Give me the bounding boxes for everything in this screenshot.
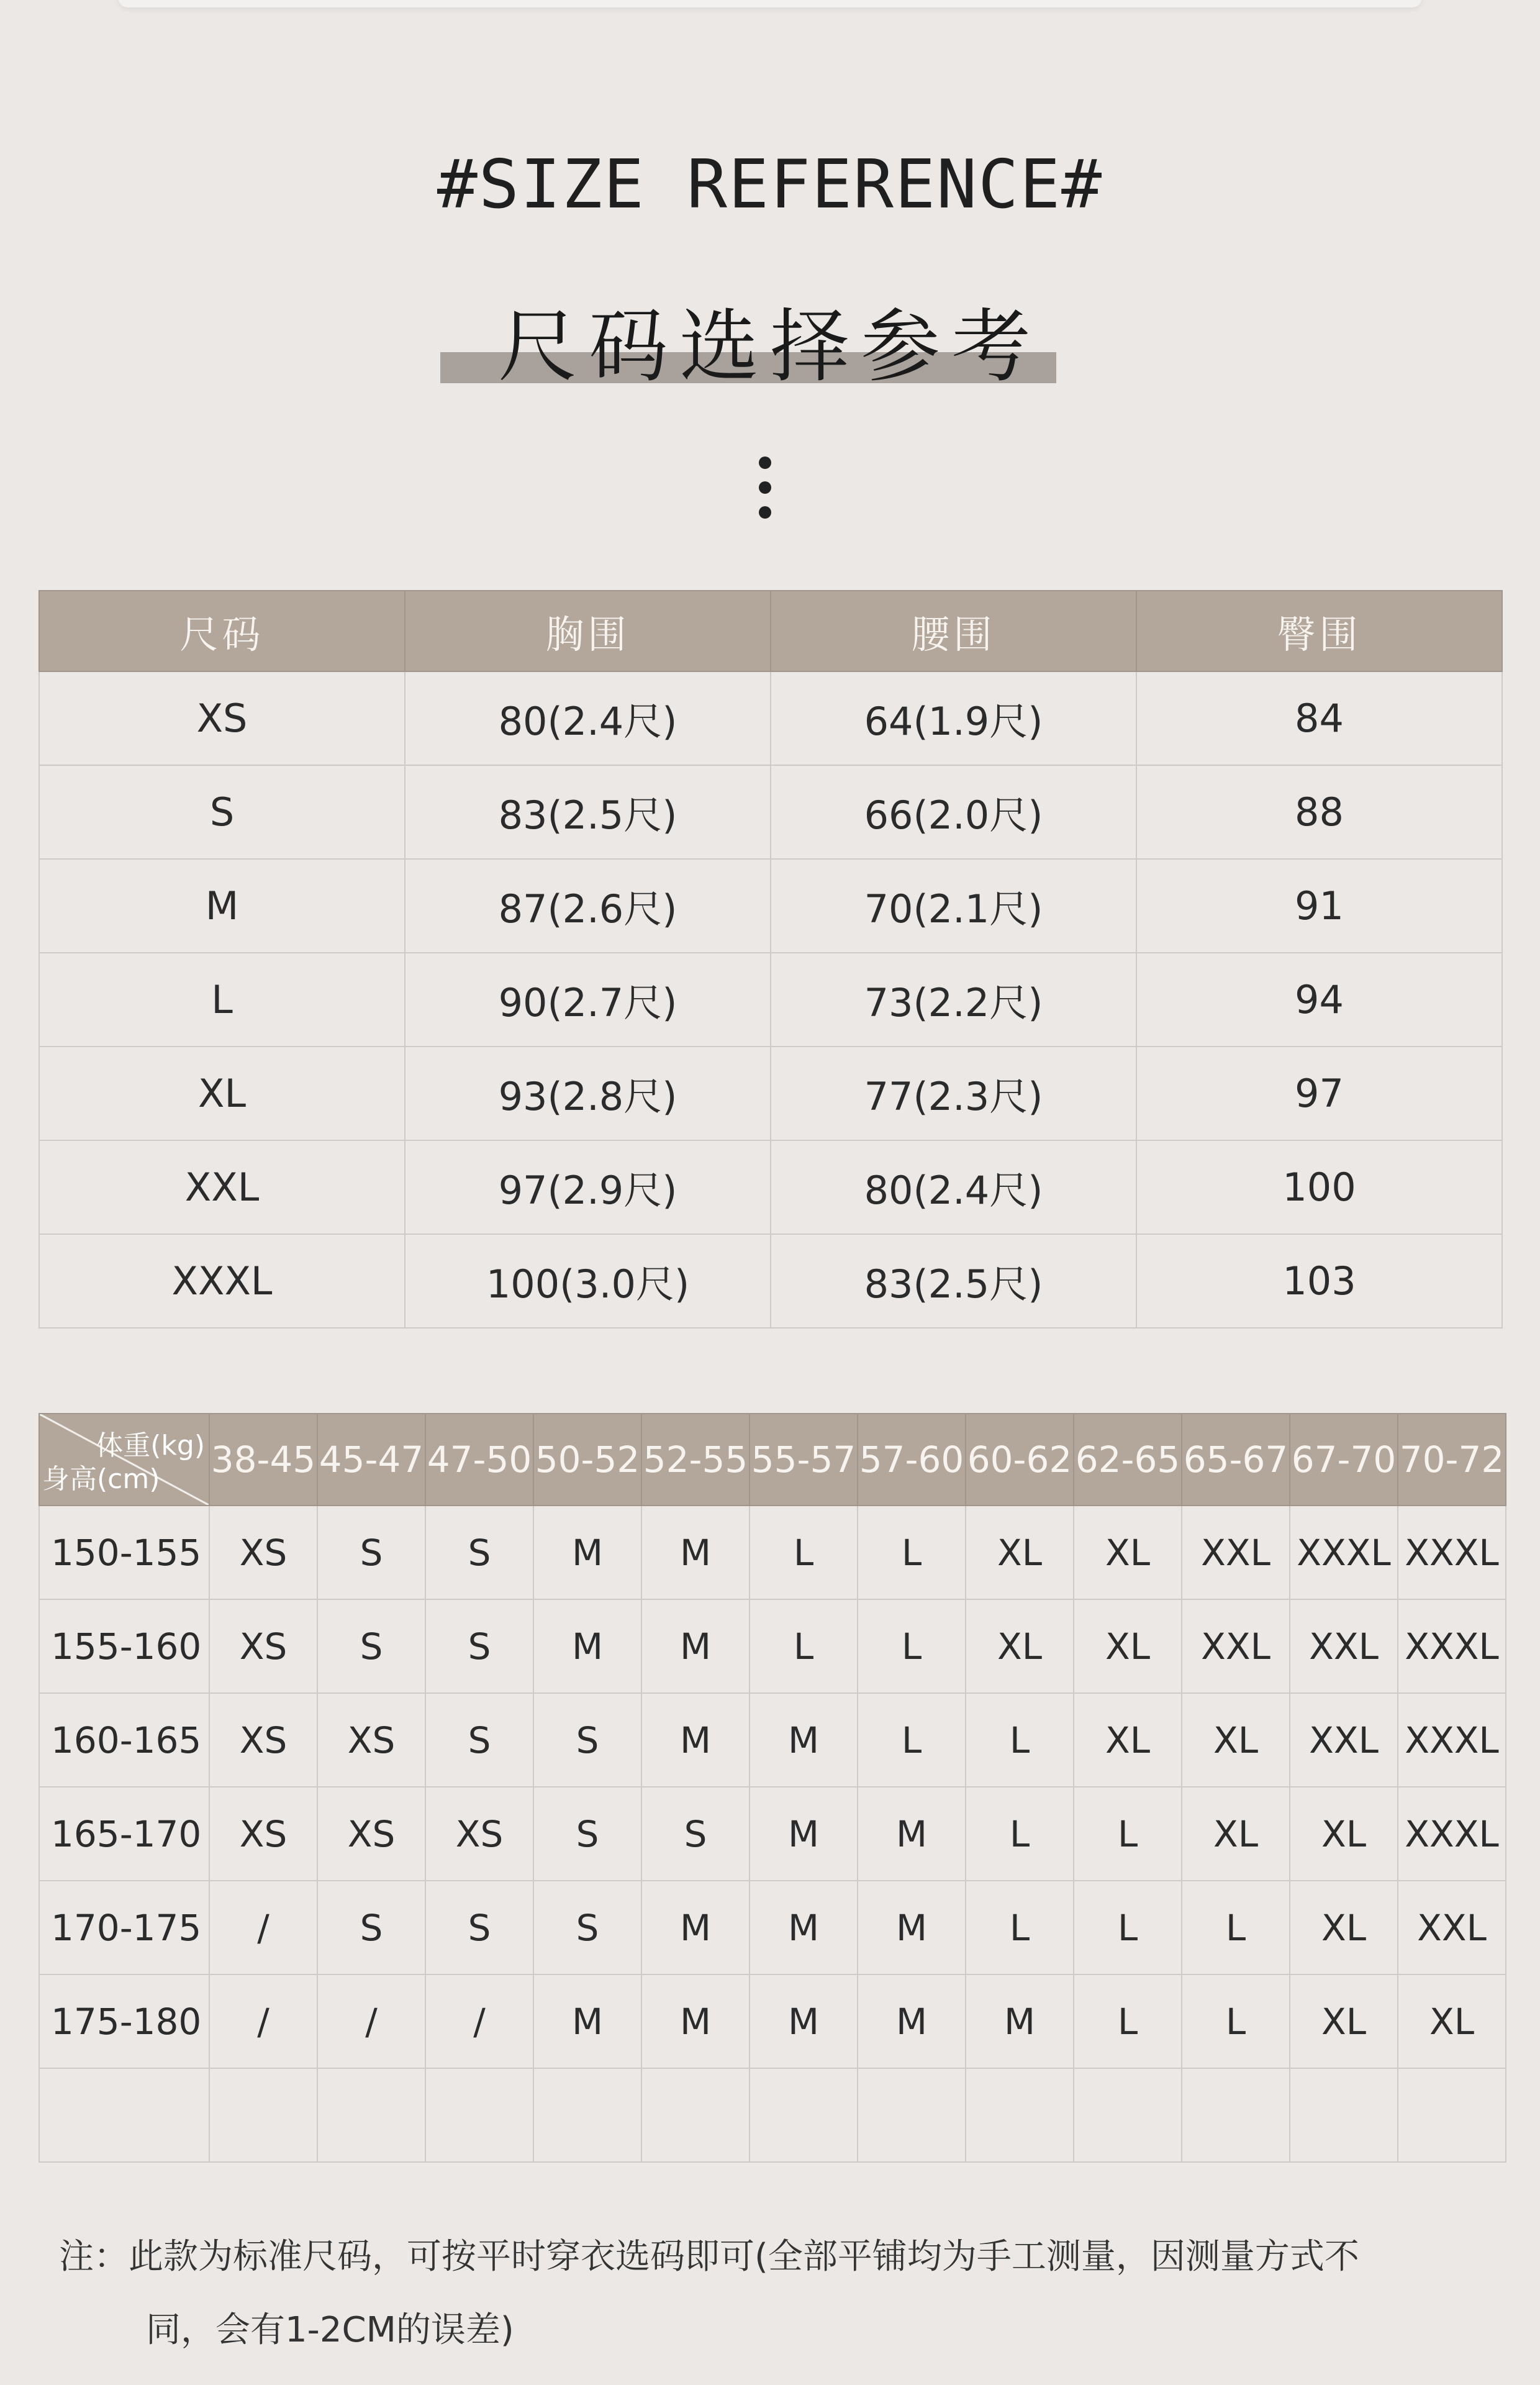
recommended-size-cell <box>858 2068 966 2162</box>
recommended-size-cell: S <box>317 1506 425 1599</box>
recommended-size-cell: M <box>966 1974 1074 2068</box>
weight-range-header: 47-50 <box>425 1414 533 1506</box>
height-range-cell: 165-170 <box>39 1787 209 1881</box>
recommended-size-cell <box>533 2068 641 2162</box>
fit-table-row <box>39 1599 1506 1693</box>
recommended-size-cell: L <box>750 1506 858 1599</box>
size-table-row <box>39 859 1502 953</box>
recommended-size-cell: XXXL <box>1398 1787 1506 1881</box>
recommended-size-cell: XL <box>1182 1693 1290 1787</box>
recommended-size-cell <box>966 2068 1074 2162</box>
recommended-size-cell: XL <box>1290 1787 1398 1881</box>
size-table-cell: XXXL <box>39 1234 405 1328</box>
fit-table-header-row <box>39 1414 1506 1506</box>
fit-table-row <box>39 1974 1506 2068</box>
recommended-size-cell <box>641 2068 750 2162</box>
fit-table-row <box>39 2068 1506 2162</box>
recommended-size-cell: / <box>317 1974 425 2068</box>
recommended-size-cell: XS <box>209 1506 317 1599</box>
recommended-size-cell <box>317 2068 425 2162</box>
size-table-cell: 90(2.7尺) <box>405 953 771 1047</box>
note-line-1: 注：此款为标准尺码，可按平时穿衣选码即可(全部平铺均为手工测量，因测量方式不 <box>59 2237 1359 2277</box>
recommended-size-cell <box>209 2068 317 2162</box>
recommended-size-cell: XL <box>1398 1974 1506 2068</box>
size-table-row <box>39 765 1502 859</box>
size-table-cell: 100(3.0尺) <box>405 1234 771 1328</box>
recommended-size-cell: L <box>858 1693 966 1787</box>
size-table-cell: L <box>39 953 405 1047</box>
size-measurement-table <box>38 590 1503 1329</box>
height-axis-label: 身高(cm) <box>42 1463 160 1495</box>
size-table-header: 胸围 <box>405 591 771 671</box>
recommended-size-cell: M <box>750 1787 858 1881</box>
size-table-cell: 100 <box>1136 1140 1502 1234</box>
recommended-size-cell: XS <box>209 1599 317 1693</box>
weight-range-header: 60-62 <box>966 1414 1074 1506</box>
size-table-cell: 103 <box>1136 1234 1502 1328</box>
recommended-size-cell: S <box>425 1693 533 1787</box>
recommended-size-cell: L <box>1182 1881 1290 1974</box>
weight-axis-label: 体重(kg) <box>96 1430 205 1461</box>
size-table-row <box>39 671 1502 765</box>
size-table-cell: 93(2.8尺) <box>405 1047 771 1140</box>
recommended-size-cell: S <box>317 1599 425 1693</box>
recommended-size-cell: XL <box>1290 1974 1398 2068</box>
height-range-cell <box>39 2068 209 2162</box>
recommended-size-cell: M <box>641 1693 750 1787</box>
height-range-cell: 160-165 <box>39 1693 209 1787</box>
recommended-size-cell <box>1398 2068 1506 2162</box>
recommended-size-cell: S <box>533 1787 641 1881</box>
recommended-size-cell: L <box>1074 1787 1182 1881</box>
size-table-cell: S <box>39 765 405 859</box>
recommended-size-cell <box>425 2068 533 2162</box>
size-table-cell: XXL <box>39 1140 405 1234</box>
size-table-cell: 97 <box>1136 1047 1502 1140</box>
top-card-edge <box>118 0 1422 7</box>
recommended-size-cell: M <box>750 1693 858 1787</box>
recommended-size-cell: L <box>1074 1881 1182 1974</box>
size-table-cell: 94 <box>1136 953 1502 1047</box>
recommended-size-cell: XS <box>425 1787 533 1881</box>
recommended-size-cell: XL <box>1074 1506 1182 1599</box>
size-table-cell: 87(2.6尺) <box>405 859 771 953</box>
height-range-cell: 150-155 <box>39 1506 209 1599</box>
size-table-cell: M <box>39 859 405 953</box>
size-table-cell: 70(2.1尺) <box>771 859 1136 953</box>
recommended-size-cell: M <box>641 1881 750 1974</box>
recommended-size-cell: / <box>209 1881 317 1974</box>
recommended-size-cell: XXL <box>1290 1693 1398 1787</box>
recommended-size-cell: L <box>1182 1974 1290 2068</box>
recommended-size-cell <box>1290 2068 1398 2162</box>
recommended-size-cell: XL <box>1290 1881 1398 1974</box>
size-table-cell: 64(1.9尺) <box>771 671 1136 765</box>
recommended-size-cell: L <box>750 1599 858 1693</box>
recommended-size-cell: M <box>750 1881 858 1974</box>
fit-table-corner-cell <box>39 1414 209 1506</box>
recommended-size-cell: M <box>533 1506 641 1599</box>
recommended-size-cell: M <box>533 1974 641 2068</box>
recommended-size-cell: M <box>858 1787 966 1881</box>
recommended-size-cell: XS <box>317 1787 425 1881</box>
height-range-cell: 170-175 <box>39 1881 209 1974</box>
height-weight-fit-table <box>38 1413 1506 2163</box>
recommended-size-cell <box>750 2068 858 2162</box>
recommended-size-cell: L <box>858 1506 966 1599</box>
weight-range-header: 65-67 <box>1182 1414 1290 1506</box>
recommended-size-cell: L <box>858 1599 966 1693</box>
recommended-size-cell: XXXL <box>1398 1693 1506 1787</box>
height-range-cell: 155-160 <box>39 1599 209 1693</box>
fit-table-row <box>39 1506 1506 1599</box>
recommended-size-cell: XS <box>209 1693 317 1787</box>
recommended-size-cell: M <box>533 1599 641 1693</box>
recommended-size-cell: L <box>1074 1974 1182 2068</box>
recommended-size-cell: L <box>966 1881 1074 1974</box>
recommended-size-cell: XL <box>1182 1787 1290 1881</box>
size-table-cell: 83(2.5尺) <box>405 765 771 859</box>
recommended-size-cell: M <box>641 1599 750 1693</box>
weight-range-header: 38-45 <box>209 1414 317 1506</box>
recommended-size-cell: XXL <box>1398 1881 1506 1974</box>
recommended-size-cell: M <box>641 1974 750 2068</box>
size-table-row <box>39 1234 1502 1328</box>
recommended-size-cell: XXL <box>1290 1599 1398 1693</box>
size-table-row <box>39 1140 1502 1234</box>
recommended-size-cell: S <box>425 1881 533 1974</box>
size-table-cell: 88 <box>1136 765 1502 859</box>
size-table-cell: 77(2.3尺) <box>771 1047 1136 1140</box>
size-table-cell: 91 <box>1136 859 1502 953</box>
recommended-size-cell: XXXL <box>1290 1506 1398 1599</box>
recommended-size-cell: XXL <box>1182 1506 1290 1599</box>
recommended-size-cell: XXL <box>1182 1599 1290 1693</box>
size-table-header-row <box>39 591 1502 671</box>
size-table-row <box>39 953 1502 1047</box>
weight-range-header: 62-65 <box>1074 1414 1182 1506</box>
size-table-cell: 80(2.4尺) <box>405 671 771 765</box>
title-english: #SIZE REFERENCE# <box>437 146 1103 224</box>
recommended-size-cell: XS <box>317 1693 425 1787</box>
recommended-size-cell: M <box>858 1881 966 1974</box>
recommended-size-cell: / <box>425 1974 533 2068</box>
recommended-size-cell: S <box>641 1787 750 1881</box>
recommended-size-cell <box>1074 2068 1182 2162</box>
weight-range-header: 55-57 <box>750 1414 858 1506</box>
size-table-cell: 66(2.0尺) <box>771 765 1136 859</box>
title-chinese-block <box>0 283 1540 393</box>
recommended-size-cell: M <box>750 1974 858 2068</box>
recommended-size-cell: M <box>858 1974 966 2068</box>
recommended-size-cell: XL <box>1074 1599 1182 1693</box>
recommended-size-cell: M <box>641 1506 750 1599</box>
size-table-header: 腰围 <box>771 591 1136 671</box>
weight-range-header: 67-70 <box>1290 1414 1398 1506</box>
note-line-2: 同，会有1-2CM的误差) <box>146 2310 514 2350</box>
recommended-size-cell: L <box>966 1787 1074 1881</box>
recommended-size-cell <box>1182 2068 1290 2162</box>
size-table-header: 尺码 <box>39 591 405 671</box>
height-range-cell: 175-180 <box>39 1974 209 2068</box>
size-table-cell: XL <box>39 1047 405 1140</box>
fit-table-row <box>39 1693 1506 1787</box>
recommended-size-cell: XL <box>966 1506 1074 1599</box>
size-table-header: 臀围 <box>1136 591 1502 671</box>
size-note <box>59 2220 1487 2367</box>
recommended-size-cell: XL <box>1074 1693 1182 1787</box>
size-table-cell: 80(2.4尺) <box>771 1140 1136 1234</box>
fit-table-row <box>39 1881 1506 1974</box>
weight-range-header: 50-52 <box>533 1414 641 1506</box>
recommended-size-cell: S <box>533 1693 641 1787</box>
size-table-cell: 73(2.2尺) <box>771 953 1136 1047</box>
weight-range-header: 57-60 <box>858 1414 966 1506</box>
title-chinese: 尺码选择参考 <box>497 301 1042 393</box>
recommended-size-cell: S <box>425 1506 533 1599</box>
fit-table-row <box>39 1787 1506 1881</box>
recommended-size-cell: S <box>317 1881 425 1974</box>
weight-range-header: 52-55 <box>641 1414 750 1506</box>
recommended-size-cell: L <box>966 1693 1074 1787</box>
size-table-cell: XS <box>39 671 405 765</box>
size-table-row <box>39 1047 1502 1140</box>
recommended-size-cell: S <box>425 1599 533 1693</box>
recommended-size-cell: / <box>209 1974 317 2068</box>
size-table-cell: 97(2.9尺) <box>405 1140 771 1234</box>
vertical-dots-icon <box>759 457 771 519</box>
recommended-size-cell: XL <box>966 1599 1074 1693</box>
recommended-size-cell: XXXL <box>1398 1506 1506 1599</box>
recommended-size-cell: XS <box>209 1787 317 1881</box>
size-table-cell: 83(2.5尺) <box>771 1234 1136 1328</box>
recommended-size-cell: XXXL <box>1398 1599 1506 1693</box>
recommended-size-cell: S <box>533 1881 641 1974</box>
weight-range-header: 70-72 <box>1398 1414 1506 1506</box>
weight-range-header: 45-47 <box>317 1414 425 1506</box>
size-table-cell: 84 <box>1136 671 1502 765</box>
